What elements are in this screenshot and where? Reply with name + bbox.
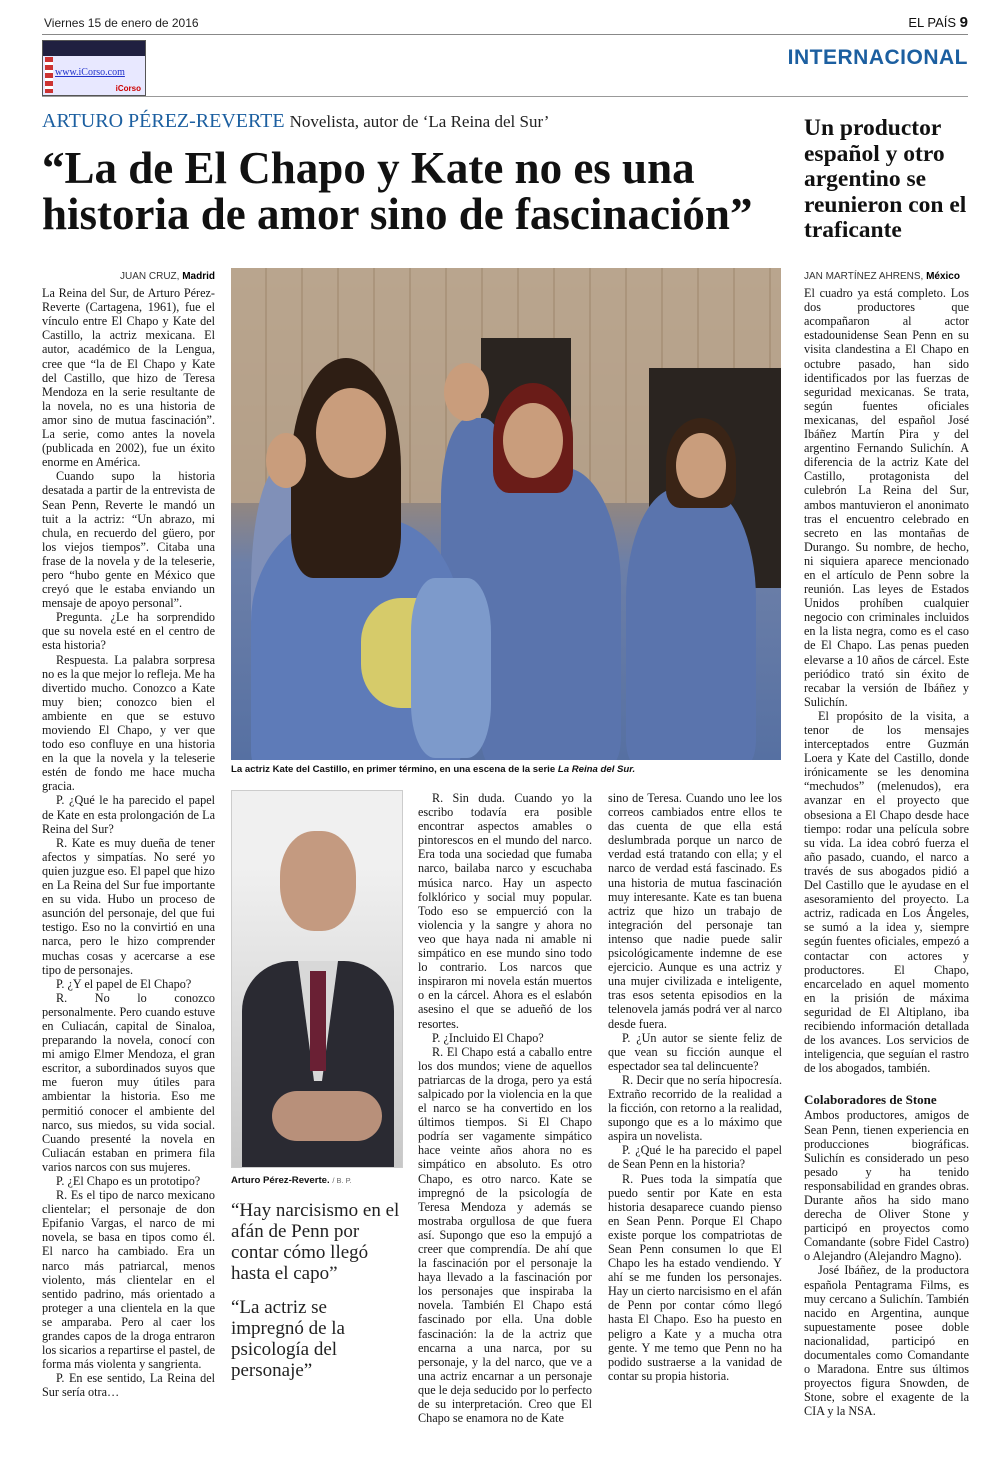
paragraph: R. Pues toda la simpatía que puedo sentir por Kate en esta historia desaparece cuando pienso en Sean Penn. Porque El Chapo existe porque los compatriotas de Sean Penn consumen lo que El Chapo les ha estado vendiendo. Y ahí se me funden los personajes. Hay un cierto narcisismo en el afán de Penn por contar cómo llegó hasta El Chapo. Eso ha puesto en peligro a Kate y a mucha otra gente. Y me temo que Penn no ha podido sustraerse a la vanidad de contar su propia historia.: [608, 1171, 782, 1383]
photo-caption: [231, 764, 781, 775]
article-column-1: [42, 270, 215, 1400]
sidebar-byline-place: México: [926, 271, 960, 282]
section-title: INTERNACIONAL: [787, 46, 968, 69]
article-headline: “La de El Chapo y Kate no es una historia de amor sino de fascinación”: [42, 143, 753, 239]
author-portrait: [231, 790, 403, 1168]
photo-caption-title: La Reina del Sur.: [557, 764, 636, 775]
ad-icon-strip: [45, 57, 53, 93]
advertisement[interactable]: [42, 40, 146, 96]
paragraph: P. ¿Incluido El Chapo?: [432, 1030, 544, 1045]
paragraph: sino de Teresa. Cuando uno lee los correos cambiados entre ellos te das cuenta de que ella está deslumbrada porque un narco de verdad está tratando con ella; y el narco de verdad está fascinado. Es una historia de mutua fascinación muy interesante. Kate es tan buena actriz que hizo un trabajo de integración del personaje tan intenso que nadie puede salir psicológicamente indemne de ese ejercicio. Aunque es una actriz y una mujer civilizada e inteligente, tras esos setenta episodios en la telenovela jamás podrá ver al narco desde fuera.: [608, 791, 782, 1031]
paragraph: Pregunta. ¿Le ha sorprendido que su novela esté en el centro de esta historia?: [42, 610, 215, 653]
sidebar-subhead: Colaboradores de Stone: [804, 1092, 937, 1108]
portrait-tie: [310, 971, 326, 1071]
paragraph: R. Sin duda. Cuando yo la escribo todavía era posible encontrar aspectos amables o pintorescos en el mundo del narco. Era toda una sociedad que fumaba narco, bailaba narco y escuchaba música narco. Hay un aspecto folklórico y social muy popular. Todo eso se empuerció con la violencia y la sangre y ahora no veo que haya nada ni amable ni simpático en ese mundo sino todo lo contrario. Los narcos que inspiraron mi novela están muertos o en la cárcel. Ahora es el eslabón asesino el que se adueñó de los resortes.: [418, 791, 592, 1031]
byline-place: Madrid: [182, 271, 215, 282]
page-number: 9: [959, 14, 968, 31]
paragraph: Ambos productores, amigos de Sean Penn, tienen experiencia en producciones biográficas. Sulichín es considerado un peso pesado y ha tenido responsabilidad en grandes obras. Durante años ha sido mano derecha de Oliver Stone y participó en proyectos como Comandante (sobre Fidel Castro) o Alejandro (Alejandro Magno).: [804, 1108, 969, 1264]
paragraph: La Reina del Sur, de Arturo Pérez-Reverte (Cartagena, 1961), fue el vínculo entre El Chapo y Kate del Castillo, la actriz mexicana. El autor, académico de la Lengua, cree que “la de El Chapo y Kate del Castillo, que hizo de Teresa Mendoza en la serie resultante de la novela, no es una historia de amor sino de mutua fascinación”. La serie, como antes la novela (publicada en 2002), fue un éxito enorme en América.: [42, 286, 215, 470]
paragraph: R. No lo conozco personalmente. Pero cuando estuve en Culiacán, capital de Sinaloa, preparando la novela, conocí con mi amigo Elmer Mendoza, el gran escritor, a subordinados suyos que me fueron muy útiles para ambientar la historia. Eso me permitió conocer el ambiente del narco, sus miedos, su vida social. Cuando presenté la novela en Culiacán estaban en primera fila varios narcos con sus mujeres.: [42, 990, 215, 1174]
paragraph: El propósito de la visita, a tenor de los mensajes interceptados entre Guzmán Loera y Kate del Castillo, donde irónicamente se les denomina “mechudos” (melenudos), era avanzar en el proyecto que obsesiona a El Chapo desde hace tiempo: rodar una película sobre su vida. La idea cobró fuerza el año pasado, cuando, el narco a través de sus abogados pidió a Del Castillo que le ayudase en el asesoramiento del proyecto. La actriz, radicada en Los Ángeles, se sumó a la idea y, siempre según fuentes oficiales, empezó a contactar con actores y productores. El Chapo, encarcelado en aquel momento en la prisión de máxima seguridad de El Altiplano, iba recibiendo información detallada de los avances. Los servicios de inteligencia, que seguían el rastro de los abogados, también.: [804, 708, 969, 1076]
portrait-caption-text: Arturo Pérez-Reverte.: [231, 1175, 330, 1186]
paragraph: José Ibáñez, de la productora española Pentagrama Films, es muy cercano a Sulichín. También nacido en Argentina, aunque supuestamente posee doble nacionalidad, participó en documentales como Comandante o Maradona. Entre sus últimos proyectos figura Snowden, de Stone, sobre el exagente de la CIA y la NSA.: [804, 1263, 969, 1419]
article-column-3: [418, 791, 592, 1425]
paragraph: P. En ese sentido, La Reina del Sur sería otra…: [42, 1371, 215, 1400]
photo-blanket: [411, 578, 491, 758]
photo-face: [444, 363, 489, 421]
paragraph: El cuadro ya está completo. Los dos productores que acompañaron al actor estadounidense Sean Penn en su visita clandestina a El Chapo en octubre pasado, han sido identificados por las fuerzas de seguridad mexicanas. Se trata, según fuentes oficiales mexicanas, del español José Ibáñez Martín Pira y del argentino Fernando Sulichín. A diferencia de la actriz Kate del Castillo, protagonista del culebrón La Reina del Sur, ambos mantuvieron el anonimato tras el encuentro celebrado en secreto en las montañas de Durango. Su nombre, de hecho, ni siquiera aparece mencionado en el artículo de Penn sobre la reunión. Las leyes de Estados Unidos prohíben cualquier negocio con criminales incluidos en la lista negra, como es el caso de El Chapo. Las penas pueden elevarse a 10 años de cárcel. Este periódico trató sin éxito de recabar la versión de Ibáñez y Sulichín.: [804, 286, 969, 709]
ad-banner: [43, 41, 145, 56]
paragraph: R. Kate es muy dueña de tener afectos y simpatías. No seré yo quien juzgue eso. El papel que hizo en La Reina del Sur fue importante en su vida. Hubo un proceso de asunción del personaje, del que fui testigo. Eso no la convirtió en una narca, pero le hizo comprender muchas cosas y acercarse a ese tipo de personajes.: [42, 835, 215, 977]
paragraph: R. Decir que no sería hipocresía. Extraño recorrido de la realidad a la ficción, con retorno a la realidad, supongo que es a lo máximo que aspira un novelista.: [608, 1072, 782, 1144]
sidebar-column: [804, 270, 969, 1419]
newspaper-name: EL PAÍS: [908, 15, 957, 30]
paragraph: P. ¿Y el papel de El Chapo?: [56, 976, 192, 991]
byline-author: JUAN CRUZ,: [119, 271, 180, 282]
photo-caption-text: La actriz Kate del Castillo, en primer término, en una escena de la serie: [231, 764, 558, 775]
photo-face: [316, 388, 386, 478]
main-photo: [231, 268, 781, 760]
paragraph: Respuesta. La palabra sorpresa no es la que mejor lo refleja. Me ha divertido mucho. Conozco a Kate muy bien; conozco bien el ambiente en que se estuvo moviendo El Chapo, y ver que todo eso confluye en una historia en la que la novela y la teleserie estén de fondo me hace mucha gracia.: [42, 652, 215, 794]
header-divider: [42, 34, 968, 35]
page-number-label: [908, 14, 968, 31]
article-kicker: [42, 110, 549, 133]
paragraph: P. ¿Qué le ha parecido el papel de Sean Penn en la historia?: [608, 1143, 782, 1172]
portrait-hands: [272, 1091, 382, 1141]
pull-quote: “La actriz se impregnó de la psicología del personaje”: [231, 1297, 345, 1381]
photo-face: [503, 403, 563, 478]
paragraph: P. ¿El Chapo es un prototipo?: [56, 1174, 201, 1188]
photo-figure: [626, 488, 756, 760]
sidebar-byline-author: JAN MARTÍNEZ AHRENS,: [804, 271, 924, 282]
sidebar-byline: [804, 270, 969, 284]
paragraph: R. El Chapo está a caballo entre los dos mundos; viene de aquellos patriarcas de la droga, pero ya está salpicado por la violencia en la que el narco se ha convertido en los últimos tiempos. Si El Chapo podría ser vagamente simpático hace veinte años ahora no es simpático en absoluto. Es otro Chapo, es otro narco. Kate se impregnó de la psicología de Teresa Mendoza y además se mostraba orgullosa de que fuera así. Supongo que eso la empujó a creer que comprendía. De ahí que la fascinación por el personaje la haya llevado a la fascinación por los personajes que inspiraba la novela. También El Chapo está fascinado por ella. Una doble fascinación: la de la actriz que encarna a una narca, por su personaje, y la del narco, que ve a una actriz encarnar a un personaje que le deja seducido por lo perfecto de su interpretación. Creo que El Chapo se enamora no de Kate: [418, 1044, 592, 1426]
ad-url[interactable]: www.iCorso.com: [55, 67, 125, 78]
photo-face: [676, 433, 726, 498]
photo-figure: [481, 468, 621, 760]
portrait-face: [280, 831, 356, 931]
kicker-name: ARTURO PÉREZ-REVERTE: [42, 110, 285, 132]
portrait-credit: / B. P.: [332, 1176, 352, 1185]
portrait-caption: [231, 1175, 352, 1186]
article-column-4: [608, 791, 782, 1383]
paragraph: P. ¿Qué le ha parecido el papel de Kate en esta prolongación de La Reina del Sur?: [42, 793, 215, 836]
paragraph: P. ¿Un autor se siente feliz de que vean su ficción aunque el espectador sea tal delincuente?: [608, 1030, 782, 1073]
paragraph: Cuando supo la historia desatada a partir de la entrevista de Sean Penn, Reverte le mandó un tuit a la actriz: “Un abrazo, mi chula, en recuerdo del güero, por los viejos tiempos”. Citaba una frase de la novela y de la teleserie, pero “hubo gente en México que creyó que le estaba enviando un mensaje de apoyo personal”.: [42, 469, 215, 611]
pull-quote: “Hay narcisismo en el afán de Penn por contar cómo llegó hasta el capo”: [231, 1200, 400, 1284]
sidebar-headline: Un productor español y otro argentino se reunieron con el traficante: [804, 115, 967, 243]
kicker-description: Novelista, autor de ‘La Reina del Sur’: [289, 112, 550, 131]
article-byline: [42, 270, 215, 284]
issue-date: Viernes 15 de enero de 2016: [44, 16, 199, 30]
photo-face: [266, 433, 306, 488]
section-divider: [42, 96, 968, 97]
ad-logo: iCorso: [115, 84, 141, 93]
paragraph: R. Es el tipo de narco mexicano clientelar; el personaje de don Epifanio Vargas, el narco de mi novela, se basa en tipos como él. El narco ha cambiado. Era un narco más patriarcal, menos violento, más clientelar en el sentido padrino, más orientado a proteger a una clientela en la que se amparaba. Pero al caer los grandes capos de la droga entraron los sicarios a repartirse el pastel, de forma más violenta y sangrienta.: [42, 1188, 215, 1372]
